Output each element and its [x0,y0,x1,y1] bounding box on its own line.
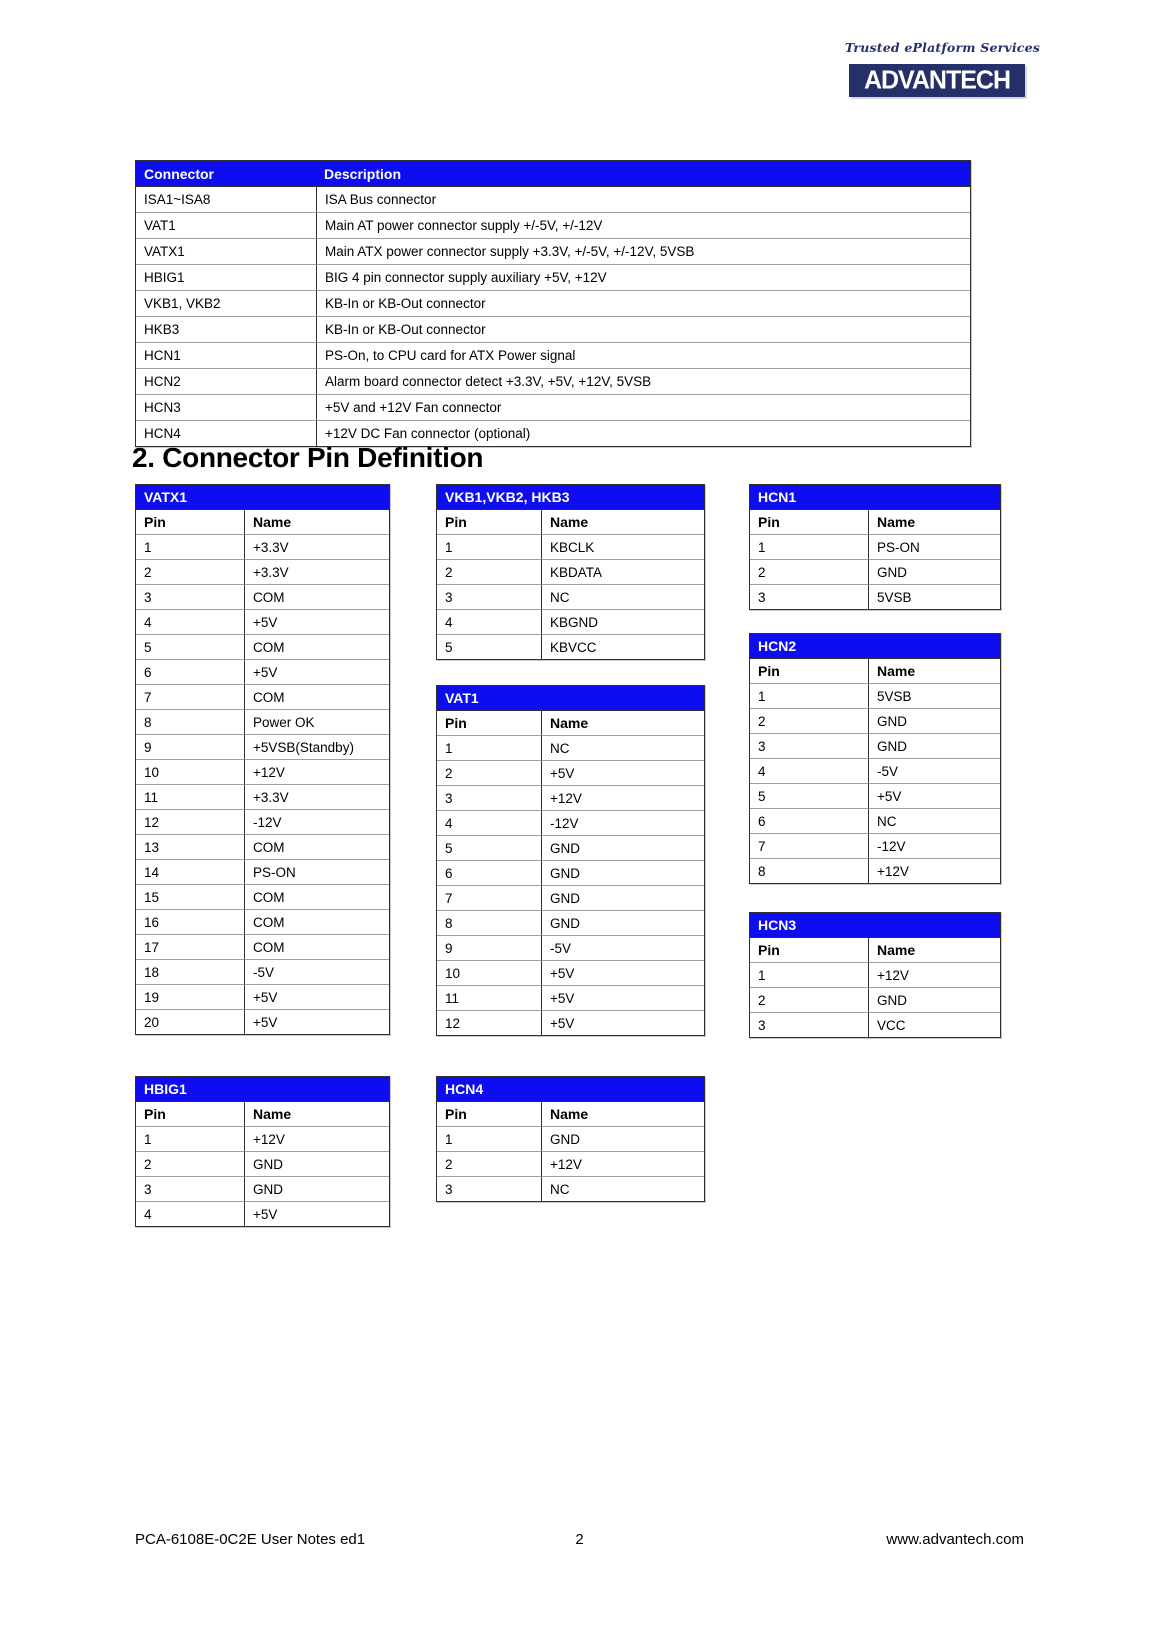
table-row [437,785,704,810]
pin-table-title-row [750,913,1000,937]
pin-table-title: HBIG1 [136,1077,389,1101]
pin-table-hbig1 [135,1076,390,1227]
table-row [750,1012,1000,1037]
table-row [750,534,1000,559]
table-row [437,960,704,985]
table-cell: 4 [136,609,244,634]
table-cell: 2 [750,708,868,733]
table-row [136,368,970,394]
table-cell: 1 [437,1126,541,1151]
table-cell: +5V [244,984,389,1009]
table-cell: KBCLK [541,534,704,559]
pin-table-hcn4 [436,1076,705,1202]
table-cell: GND [868,708,1000,733]
table-cell: PS-ON [868,534,1000,559]
pin-table-title: HCN4 [437,1077,704,1101]
table-row [750,962,1000,987]
table-cell: COM [244,584,389,609]
table-cell: +5V [868,783,1000,808]
table-cell: 4 [437,609,541,634]
section-heading: 2. Connector Pin Definition [132,442,484,473]
table-cell: +12V DC Fan connector (optional) [316,420,970,446]
table-cell: 12 [437,1010,541,1035]
table-cell: Power OK [244,709,389,734]
table-cell: +3.3V [244,559,389,584]
table-row [136,934,389,959]
table-row [437,735,704,760]
table-row [136,909,389,934]
table-cell: 10 [437,960,541,985]
table-row [136,609,389,634]
table-cell: +5V [244,1201,389,1226]
table-cell: 5 [750,783,868,808]
table-cell: +5V and +12V Fan connector [316,394,970,420]
table-row [136,834,389,859]
table-cell: 3 [750,733,868,758]
table-row [136,859,389,884]
table-cell: COM [244,884,389,909]
table-row [136,316,970,342]
table-row [750,758,1000,783]
table-row [437,584,704,609]
table-cell: 5VSB [868,584,1000,609]
table-cell: 5 [437,634,541,659]
table-row [136,659,389,684]
table-row [437,985,704,1010]
name-column-header: Name [541,710,704,735]
pin-table-title-row [437,1077,704,1101]
table-cell: +12V [244,759,389,784]
table-cell: NC [541,584,704,609]
pin-table-title: VKB1,VKB2, HKB3 [437,485,704,509]
table-cell: 15 [136,884,244,909]
table-row [437,1176,704,1201]
table-row [136,709,389,734]
table-cell: GND [541,885,704,910]
pin-table-title-row [750,485,1000,509]
table-cell: GND [541,860,704,885]
pin-table-title: VATX1 [136,485,389,509]
pin-column-header: Pin [750,658,868,683]
table-cell: 8 [437,910,541,935]
table-cell: GND [541,910,704,935]
table-cell: -5V [244,959,389,984]
pin-column-header: Pin [437,509,541,534]
table-cell: GND [541,1126,704,1151]
pin-table-title-row [136,1077,389,1101]
table-cell: 1 [750,683,868,708]
table-cell: 19 [136,984,244,1009]
connector-description-table [135,160,971,447]
table-cell: 2 [136,559,244,584]
table-cell: 3 [136,1176,244,1201]
table-cell: NC [541,735,704,760]
table-cell: 13 [136,834,244,859]
table-cell: 11 [437,985,541,1010]
table-cell: 5 [437,835,541,860]
table-cell: 2 [136,1151,244,1176]
table-cell: HCN4 [136,420,316,446]
table-cell: KBDATA [541,559,704,584]
table-cell: 2 [437,559,541,584]
table-cell: +12V [541,785,704,810]
table-cell: 8 [136,709,244,734]
table-cell: +5V [541,760,704,785]
table-cell: 7 [437,885,541,910]
table-cell: 20 [136,1009,244,1034]
table-cell: COM [244,834,389,859]
table-cell: 1 [136,534,244,559]
table-cell: 4 [136,1201,244,1226]
table-row [750,833,1000,858]
table-cell: KB-In or KB-Out connector [316,290,970,316]
table-cell: 14 [136,859,244,884]
table-cell: PS-On, to CPU card for ATX Power signal [316,342,970,368]
table-cell: 12 [136,809,244,834]
table-cell: +3.3V [244,534,389,559]
table-row [136,394,970,420]
table-row [437,810,704,835]
table-cell: +5V [541,960,704,985]
table-row [750,584,1000,609]
table-row [136,1201,389,1226]
table-cell: 2 [437,760,541,785]
table-cell: +5V [244,609,389,634]
pin-column-header: Pin [136,1101,244,1126]
pin-table-title: HCN1 [750,485,1000,509]
pin-table-title: VAT1 [437,686,704,710]
table-row [437,885,704,910]
table-row [136,584,389,609]
table-cell: 3 [136,584,244,609]
table-row [136,884,389,909]
pin-table-title-row [437,485,704,509]
table-row [136,264,970,290]
table-row [136,984,389,1009]
pin-table-header-row [750,509,1000,534]
table-row [136,1151,389,1176]
table-row [136,759,389,784]
table-row [437,1151,704,1176]
table-cell: KBVCC [541,634,704,659]
table-cell: -5V [868,758,1000,783]
table-cell: 5 [136,634,244,659]
description-column-header: Description [316,161,970,186]
table-cell: +3.3V [244,784,389,809]
table-cell: 3 [437,584,541,609]
table-cell: Main ATX power connector supply +3.3V, +/-5V, +/-12V, 5VSB [316,238,970,264]
pin-table-hcn3 [749,912,1001,1038]
table-cell: 6 [750,808,868,833]
table-row [136,1176,389,1201]
table-cell: +5V [244,1009,389,1034]
table-row [136,634,389,659]
table-row [136,1009,389,1034]
table-row [437,760,704,785]
footer-website: www.advantech.com [886,1531,1024,1548]
pin-column-header: Pin [750,509,868,534]
pin-table-title: HCN2 [750,634,1000,658]
pin-table-hcn2 [749,633,1001,884]
brand-tagline: Trusted ePlatform Services [844,40,1040,55]
pin-table-vkb1-vkb2-hkb3 [436,484,705,660]
table-row [136,212,970,238]
footer-document-title: PCA-6108E-0C2E User Notes ed1 [135,1531,366,1548]
table-cell: COM [244,934,389,959]
pin-table-header-row [437,1101,704,1126]
table-cell: 8 [750,858,868,883]
table-cell: +5V [244,659,389,684]
name-column-header: Name [244,509,389,534]
table-cell: +5VSB(Standby) [244,734,389,759]
table-row [136,959,389,984]
table-cell: 3 [750,1012,868,1037]
table-row [437,559,704,584]
table-cell: 7 [750,833,868,858]
table-cell: HKB3 [136,316,316,342]
table-header-row [136,161,970,186]
table-row [750,987,1000,1012]
table-row [136,1126,389,1151]
table-cell: ISA1~ISA8 [136,186,316,212]
name-column-header: Name [244,1101,389,1126]
table-cell: +12V [868,858,1000,883]
table-cell: -12V [868,833,1000,858]
table-cell: +12V [244,1126,389,1151]
table-cell: ISA Bus connector [316,186,970,212]
table-cell: 11 [136,784,244,809]
table-cell: VATX1 [136,238,316,264]
table-cell: 2 [437,1151,541,1176]
table-cell: 10 [136,759,244,784]
table-cell: GND [868,733,1000,758]
pin-table-title-row [136,485,389,509]
table-cell: 16 [136,909,244,934]
table-cell: 3 [437,785,541,810]
name-column-header: Name [541,1101,704,1126]
table-cell: GND [541,835,704,860]
table-cell: NC [541,1176,704,1201]
table-cell: -5V [541,935,704,960]
pin-table-header-row [437,710,704,735]
table-cell: GND [244,1151,389,1176]
table-row [437,835,704,860]
table-row [437,860,704,885]
table-cell: COM [244,684,389,709]
table-cell: KB-In or KB-Out connector [316,316,970,342]
table-cell: GND [868,987,1000,1012]
table-cell: -12V [541,810,704,835]
table-cell: VCC [868,1012,1000,1037]
connector-column-header: Connector [136,161,316,186]
pin-table-vat1 [436,685,705,1036]
table-cell: KBGND [541,609,704,634]
table-cell: 7 [136,684,244,709]
table-row [136,684,389,709]
table-row [437,634,704,659]
table-cell: VKB1, VKB2 [136,290,316,316]
pin-column-header: Pin [437,710,541,735]
table-cell: 2 [750,559,868,584]
pin-table-header-row [136,1101,389,1126]
table-cell: HCN2 [136,368,316,394]
table-cell: 1 [750,534,868,559]
table-row [750,708,1000,733]
table-cell: 1 [750,962,868,987]
table-cell: +12V [868,962,1000,987]
pin-table-title: HCN3 [750,913,1000,937]
table-row [750,858,1000,883]
table-cell: 1 [437,735,541,760]
pin-column-header: Pin [437,1101,541,1126]
table-cell: HCN3 [136,394,316,420]
table-cell: 9 [136,734,244,759]
table-row [136,290,970,316]
table-cell: GND [244,1176,389,1201]
table-cell: COM [244,909,389,934]
table-row [136,809,389,834]
advantech-logo [849,64,1025,97]
table-row [136,534,389,559]
table-cell: PS-ON [244,859,389,884]
pin-table-hcn1 [749,484,1001,610]
table-row [136,559,389,584]
table-row [750,683,1000,708]
table-cell: 2 [750,987,868,1012]
table-row [437,609,704,634]
name-column-header: Name [868,937,1000,962]
table-row [437,935,704,960]
advantech-logo-text: ADVANTECH [863,65,1011,95]
table-row [750,559,1000,584]
table-cell: +5V [541,1010,704,1035]
table-row [437,910,704,935]
table-cell: 4 [750,758,868,783]
pin-table-vatx1 [135,484,390,1035]
table-row [437,1126,704,1151]
pin-column-header: Pin [750,937,868,962]
footer-page-number: 2 [575,1531,584,1548]
pin-table-title-row [750,634,1000,658]
table-cell: BIG 4 pin connector supply auxiliary +5V, +12V [316,264,970,290]
table-cell: NC [868,808,1000,833]
pin-table-header-row [437,509,704,534]
table-cell: 1 [136,1126,244,1151]
table-row [437,1010,704,1035]
table-row [136,784,389,809]
table-cell: 3 [750,584,868,609]
pin-table-header-row [750,658,1000,683]
table-cell: 6 [136,659,244,684]
table-row [136,734,389,759]
pin-table-header-row [750,937,1000,962]
table-cell: HCN1 [136,342,316,368]
table-row [136,342,970,368]
table-row [750,783,1000,808]
table-row [750,733,1000,758]
table-cell: 17 [136,934,244,959]
table-cell: 5VSB [868,683,1000,708]
table-cell: -12V [244,809,389,834]
table-cell: HBIG1 [136,264,316,290]
table-cell: 18 [136,959,244,984]
table-cell: 1 [437,534,541,559]
table-cell: Alarm board connector detect +3.3V, +5V, +12V, 5VSB [316,368,970,394]
pin-table-title-row [437,686,704,710]
name-column-header: Name [868,658,1000,683]
table-cell: Main AT power connector supply +/-5V, +/-12V [316,212,970,238]
name-column-header: Name [541,509,704,534]
table-cell: +12V [541,1151,704,1176]
table-cell: 3 [437,1176,541,1201]
table-row [750,808,1000,833]
table-cell: 4 [437,810,541,835]
table-row [136,238,970,264]
table-cell: VAT1 [136,212,316,238]
pin-column-header: Pin [136,509,244,534]
table-cell: +5V [541,985,704,1010]
table-cell: 6 [437,860,541,885]
name-column-header: Name [868,509,1000,534]
pin-table-header-row [136,509,389,534]
page-footer [135,1531,1024,1551]
table-cell: COM [244,634,389,659]
table-cell: 9 [437,935,541,960]
table-cell: GND [868,559,1000,584]
table-row [437,534,704,559]
table-row [136,186,970,212]
